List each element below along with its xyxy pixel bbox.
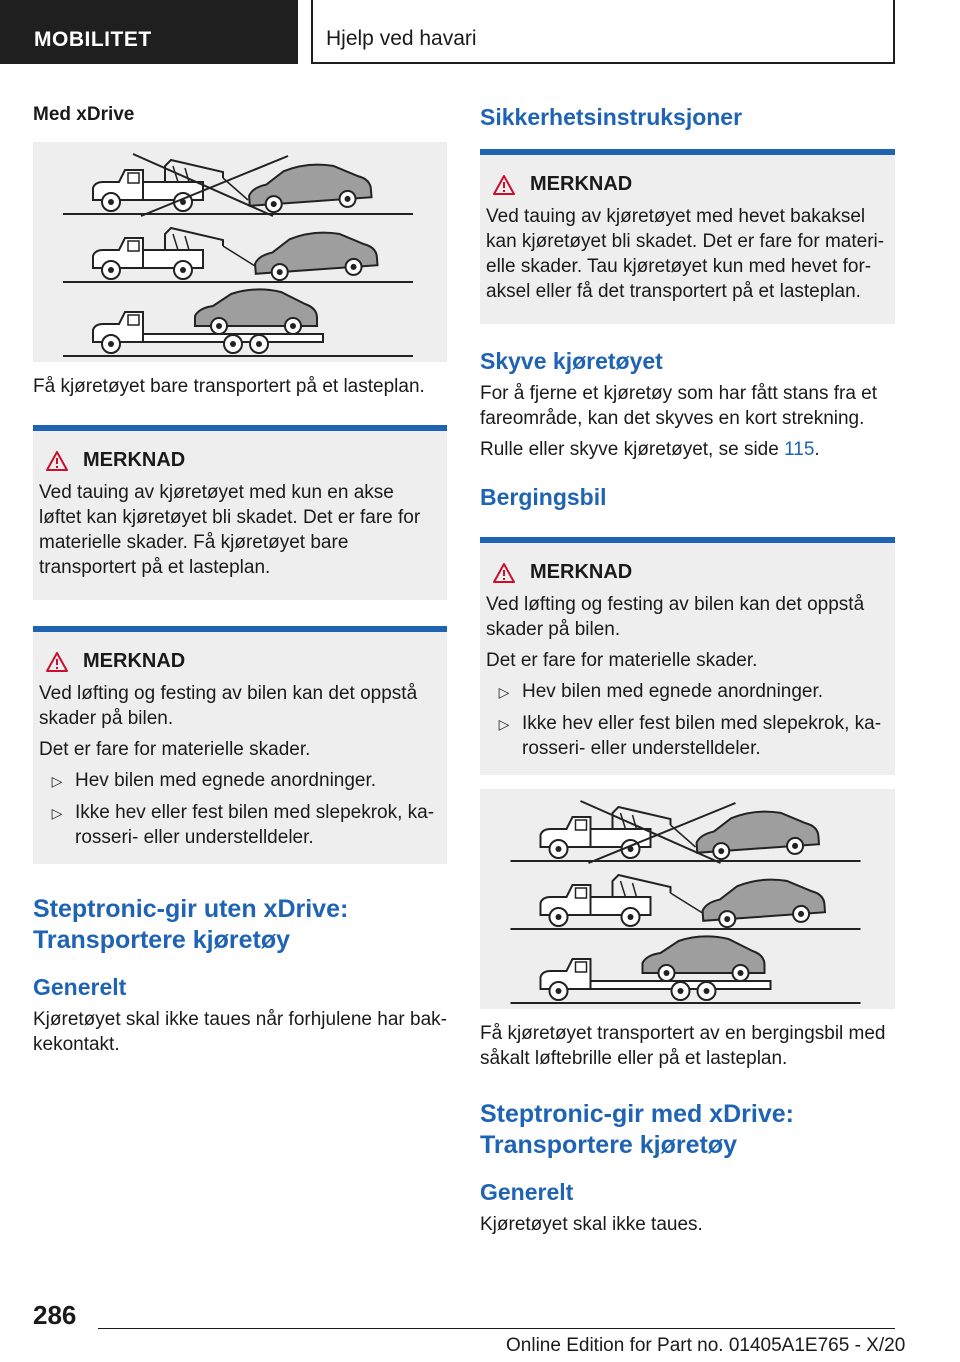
section-tab[interactable]: MOBILITET <box>0 0 298 64</box>
towing-illustration <box>480 789 895 1009</box>
footer-divider <box>98 1328 895 1329</box>
list-item-text: Ikke hev eller fest bilen med slepekrok, karosseri- eller understelldeler. <box>522 713 882 759</box>
triangle-bullet-icon: ▷ <box>498 716 510 732</box>
figure-caption: Få kjøretøyet transportert av en bergingsbil med såkalt løftebrille eller på et lasteplan. <box>480 1023 886 1069</box>
notice-box <box>480 149 895 324</box>
triangle-bullet-icon: ▷ <box>498 684 510 700</box>
triangle-bullet-icon: ▷ <box>51 773 63 789</box>
body-text: Kjøretøyet skal ikke taues når forhjulene har bakkekontakt. <box>33 1009 447 1055</box>
section-heading: Steptronic-gir uten xDrive: Transportere kjøretøy <box>33 895 349 954</box>
notice-title: MERKNAD <box>83 449 186 471</box>
body-text <box>480 437 895 462</box>
right-column <box>480 96 895 1237</box>
notice-text: Ved tauing av kjøretøyet med kun en akse løftet kan kjøretøyet bli skadet. Det er fare for materielle skader. Få kjøretøyet bare transportert på et lasteplan. <box>39 482 421 578</box>
notice-text: Det er fare for materielle skader. <box>39 739 311 760</box>
list-item-text: Hev bilen med egnede anordninger. <box>75 770 377 791</box>
notice-header <box>39 650 441 673</box>
ref-suffix: . <box>814 439 820 460</box>
left-column <box>33 96 447 1057</box>
warning-icon <box>492 174 516 196</box>
section-heading: Steptronic-gir med xDrive: Transportere kjøretøy <box>480 1100 794 1159</box>
body-text: For å fjerne et kjøretøy som har fått stans fra et fareområde, kan det skyves en kort strekning. <box>480 383 878 429</box>
notice-title: MERKNAD <box>530 173 633 195</box>
list-item <box>486 679 889 705</box>
list-item-text: Hev bilen med egnede anordninger. <box>522 681 824 702</box>
notice-box <box>33 425 447 600</box>
page-link[interactable]: 115 <box>784 439 815 460</box>
notice-text: Ved løfting og festing av bilen kan det oppstå skader på bilen. <box>39 683 418 729</box>
notice-header <box>486 561 889 584</box>
notice-text: Ved løfting og festing av bilen kan det oppstå skader på bilen. <box>486 594 865 640</box>
edition-footer: Online Edition for Part no. 01405A1E765 - X/20 <box>506 1335 906 1356</box>
notice-header <box>486 173 889 196</box>
towing-illustration <box>33 142 447 362</box>
tow-truck-heading: Bergingsbil <box>480 484 607 510</box>
notice-header <box>39 449 441 472</box>
notice-title: MERKNAD <box>530 561 633 583</box>
subsection-heading: Generelt <box>480 1179 574 1205</box>
sublabel-xdrive: Med xDrive <box>33 104 135 125</box>
notice-text: Ved tauing av kjøretøyet med hevet bakaksel kan kjøretøyet bli skadet. Det er fare for materielle skader. Tau kjøretøyet kun med hevet foraksel eller få det transportert på et lasteplan. <box>486 206 885 302</box>
notice-box <box>480 537 895 775</box>
triangle-bullet-icon: ▷ <box>51 805 63 821</box>
warning-icon <box>45 450 69 472</box>
towing-methods-diagram <box>480 789 895 1009</box>
ref-prefix: Rulle eller skyve kjøretøyet, se side <box>480 439 785 460</box>
safety-heading: Sikkerhetsinstruksjoner <box>480 104 743 130</box>
notice-box <box>33 626 447 864</box>
towing-methods-diagram <box>33 142 447 362</box>
list-item <box>486 711 889 761</box>
list-item-text: Ikke hev eller fest bilen med slepekrok, karosseri- eller understelldeler. <box>75 802 435 848</box>
figure-caption: Få kjøretøyet bare transportert på et lasteplan. <box>33 376 425 397</box>
body-text: Kjøretøyet skal ikke taues. <box>480 1214 703 1235</box>
list-item <box>39 768 441 794</box>
page-number: 286 <box>33 1300 77 1330</box>
list-item <box>39 800 441 850</box>
notice-title: MERKNAD <box>83 650 186 672</box>
push-heading: Skyve kjøretøyet <box>480 348 663 374</box>
subsection-heading: Generelt <box>33 974 127 1000</box>
warning-icon <box>492 562 516 584</box>
chapter-tab[interactable]: Hjelp ved havari <box>311 0 895 64</box>
warning-icon <box>45 651 69 673</box>
notice-text: Det er fare for materielle skader. <box>486 650 758 671</box>
